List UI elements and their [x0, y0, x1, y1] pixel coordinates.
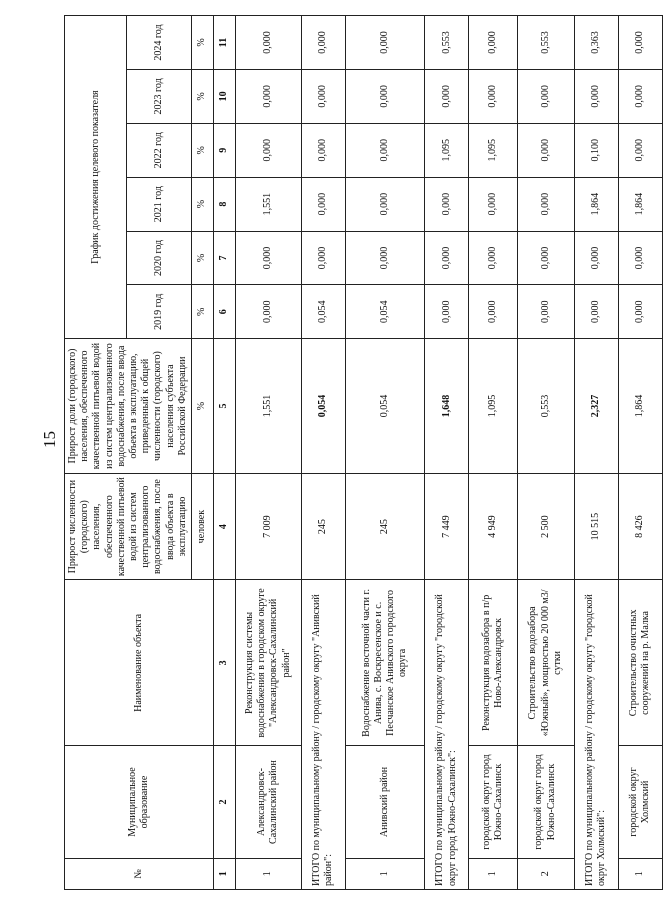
total-year-value: 0,000	[425, 177, 469, 231]
total-year-value: 0,000	[574, 285, 618, 339]
header-year: 2019 год	[127, 285, 192, 339]
total-row	[425, 16, 469, 890]
row-year-value: 0,000	[345, 177, 424, 231]
unit-percent: %	[191, 285, 213, 339]
unit-people: человек	[191, 473, 213, 580]
row-municipality: городской округ город Южно-Сахалинск	[517, 746, 574, 858]
row-year-value: 0,000	[517, 231, 574, 285]
unit-percent: %	[191, 231, 213, 285]
total-year-value: 1,864	[574, 177, 618, 231]
row-year-value: 0,000	[618, 16, 662, 70]
total-year-value: 0,000	[301, 70, 345, 124]
row-municipality: Анивский район	[345, 746, 424, 858]
row-year-value: 0,000	[618, 231, 662, 285]
row-people: 2 500	[517, 473, 574, 580]
index-cell: 9	[213, 123, 235, 177]
row-object: Реконструкция системы водоснабжения в городском округе "Александровск-Сахалинский район"	[235, 580, 301, 746]
row-share: 1,864	[618, 339, 662, 474]
header-year: 2023 год	[127, 70, 192, 124]
total-share: 2,327	[574, 339, 618, 474]
header-municipality: Муниципальное образование	[65, 746, 214, 858]
row-object: Строительство очистных сооружений на р. Малка	[618, 580, 662, 746]
row-num: 1	[469, 858, 517, 889]
row-people: 4 949	[469, 473, 517, 580]
row-share: 1,095	[469, 339, 517, 474]
row-year-value: 0,000	[517, 70, 574, 124]
row-object: Строительство водозабора «Южный», мощностью 20 000 м3/сутки	[517, 580, 574, 746]
total-year-value: 0,000	[425, 285, 469, 339]
row-year-value: 0,000	[517, 177, 574, 231]
row-year-value: 0,000	[345, 16, 424, 70]
total-year-value: 0,000	[425, 231, 469, 285]
index-cell: 7	[213, 231, 235, 285]
total-year-value: 0,000	[301, 177, 345, 231]
total-people: 10 515	[574, 473, 618, 580]
row-year-value: 0,000	[235, 70, 301, 124]
row-num: 1	[618, 858, 662, 889]
index-cell: 1	[213, 858, 235, 889]
row-share: 1,551	[235, 339, 301, 474]
table-row	[469, 16, 517, 890]
row-share: 0,054	[345, 339, 424, 474]
row-object: Водоснабжение восточной части г. Анива, с. Воскресенское и с. Песчанское Анивского городского округа	[345, 580, 424, 746]
unit-percent: %	[191, 177, 213, 231]
table-row	[235, 16, 301, 890]
row-people: 245	[345, 473, 424, 580]
row-municipality: городской округ город Южно-Сахалинск	[469, 746, 517, 858]
row-municipality: Александровск-Сахалинский район	[235, 746, 301, 858]
unit-percent: %	[191, 70, 213, 124]
index-cell: 10	[213, 70, 235, 124]
total-row	[301, 16, 345, 890]
index-cell: 6	[213, 285, 235, 339]
row-year-value: 0,000	[469, 177, 517, 231]
header-schedule: График достижения целевого показателя	[65, 16, 127, 339]
index-cell: 11	[213, 16, 235, 70]
table-row	[517, 16, 574, 890]
row-year-value: 0,000	[345, 123, 424, 177]
index-cell: 2	[213, 746, 235, 858]
total-year-value: 1,095	[425, 123, 469, 177]
unit-percent: %	[191, 339, 213, 474]
row-share: 0,553	[517, 339, 574, 474]
row-year-value: 0,000	[235, 231, 301, 285]
row-year-value: 0,000	[469, 16, 517, 70]
row-year-value: 0,000	[469, 285, 517, 339]
row-year-value: 1,095	[469, 123, 517, 177]
table-row	[345, 16, 424, 890]
row-year-value: 0,054	[345, 285, 424, 339]
index-cell: 5	[213, 339, 235, 474]
total-year-value: 0,000	[301, 231, 345, 285]
header-year: 2024 год	[127, 16, 192, 70]
total-share: 0,054	[301, 339, 345, 474]
row-year-value: 0,000	[345, 70, 424, 124]
row-year-value: 1,551	[235, 177, 301, 231]
index-cell: 3	[213, 580, 235, 746]
row-year-value: 0,000	[517, 123, 574, 177]
header-object: Наименование объекта	[65, 580, 214, 746]
header-population-growth: Прирост численности (городского) населения, обеспеченного качественной питьевой водой из систем централизованного водоснабжения, после ввода объекта в эксплуатацию	[65, 473, 192, 580]
total-row	[574, 16, 618, 890]
total-year-value: 0,553	[425, 16, 469, 70]
total-year-value: 0,000	[425, 70, 469, 124]
page-number: 15	[40, 431, 59, 448]
row-year-value: 0,000	[618, 285, 662, 339]
row-year-value: 0,000	[235, 123, 301, 177]
total-year-value: 0,000	[301, 16, 345, 70]
total-year-value: 0,100	[574, 123, 618, 177]
index-cell: 8	[213, 177, 235, 231]
header-num: №	[65, 858, 214, 889]
row-year-value: 0,000	[469, 231, 517, 285]
row-year-value: 0,000	[618, 70, 662, 124]
total-year-value: 0,000	[574, 70, 618, 124]
header-year: 2020 год	[127, 231, 192, 285]
row-year-value: 0,000	[618, 123, 662, 177]
row-year-value: 0,000	[517, 285, 574, 339]
total-label: ИТОГО по муниципальному району / городскому округу "Анивский район":	[301, 580, 345, 890]
row-year-value: 1,864	[618, 177, 662, 231]
row-people: 7 009	[235, 473, 301, 580]
total-people: 7 449	[425, 473, 469, 580]
target-indicator-table	[64, 15, 663, 890]
row-year-value: 0,000	[345, 231, 424, 285]
total-year-value: 0,000	[301, 123, 345, 177]
row-num: 1	[235, 858, 301, 889]
total-year-value: 0,363	[574, 16, 618, 70]
row-object: Реконструкция водозабора в п/р Ново-Александровск	[469, 580, 517, 746]
total-share: 1,648	[425, 339, 469, 474]
total-label: ИТОГО по муниципальному району / городскому округу "городской округ город Южно-Сахалинск":	[425, 580, 469, 890]
row-num: 1	[345, 858, 424, 889]
total-year-value: 0,000	[574, 231, 618, 285]
row-year-value: 0,000	[235, 285, 301, 339]
row-municipality: городской округ Холмский	[618, 746, 662, 858]
header-share-growth: Прирост доли (городского) населения, обеспеченного качественной питьевой водой из систем централизованного водоснабжения, после ввода объекта в эксплуатацию, приведенный к общей численности (городского) населения субъекта Российской Федерации	[65, 339, 192, 474]
total-year-value: 0,054	[301, 285, 345, 339]
header-year: 2022 год	[127, 123, 192, 177]
unit-percent: %	[191, 16, 213, 70]
total-label: ИТОГО по муниципальному району / городскому округу "городской округ Холмский":	[574, 580, 618, 890]
table-row	[618, 16, 662, 890]
total-people: 245	[301, 473, 345, 580]
row-people: 8 426	[618, 473, 662, 580]
row-year-value: 0,000	[469, 70, 517, 124]
unit-percent: %	[191, 123, 213, 177]
index-cell: 4	[213, 473, 235, 580]
row-year-value: 0,553	[517, 16, 574, 70]
header-year: 2021 год	[127, 177, 192, 231]
rotated-table-container	[64, 15, 652, 890]
row-year-value: 0,000	[235, 16, 301, 70]
row-num: 2	[517, 858, 574, 889]
